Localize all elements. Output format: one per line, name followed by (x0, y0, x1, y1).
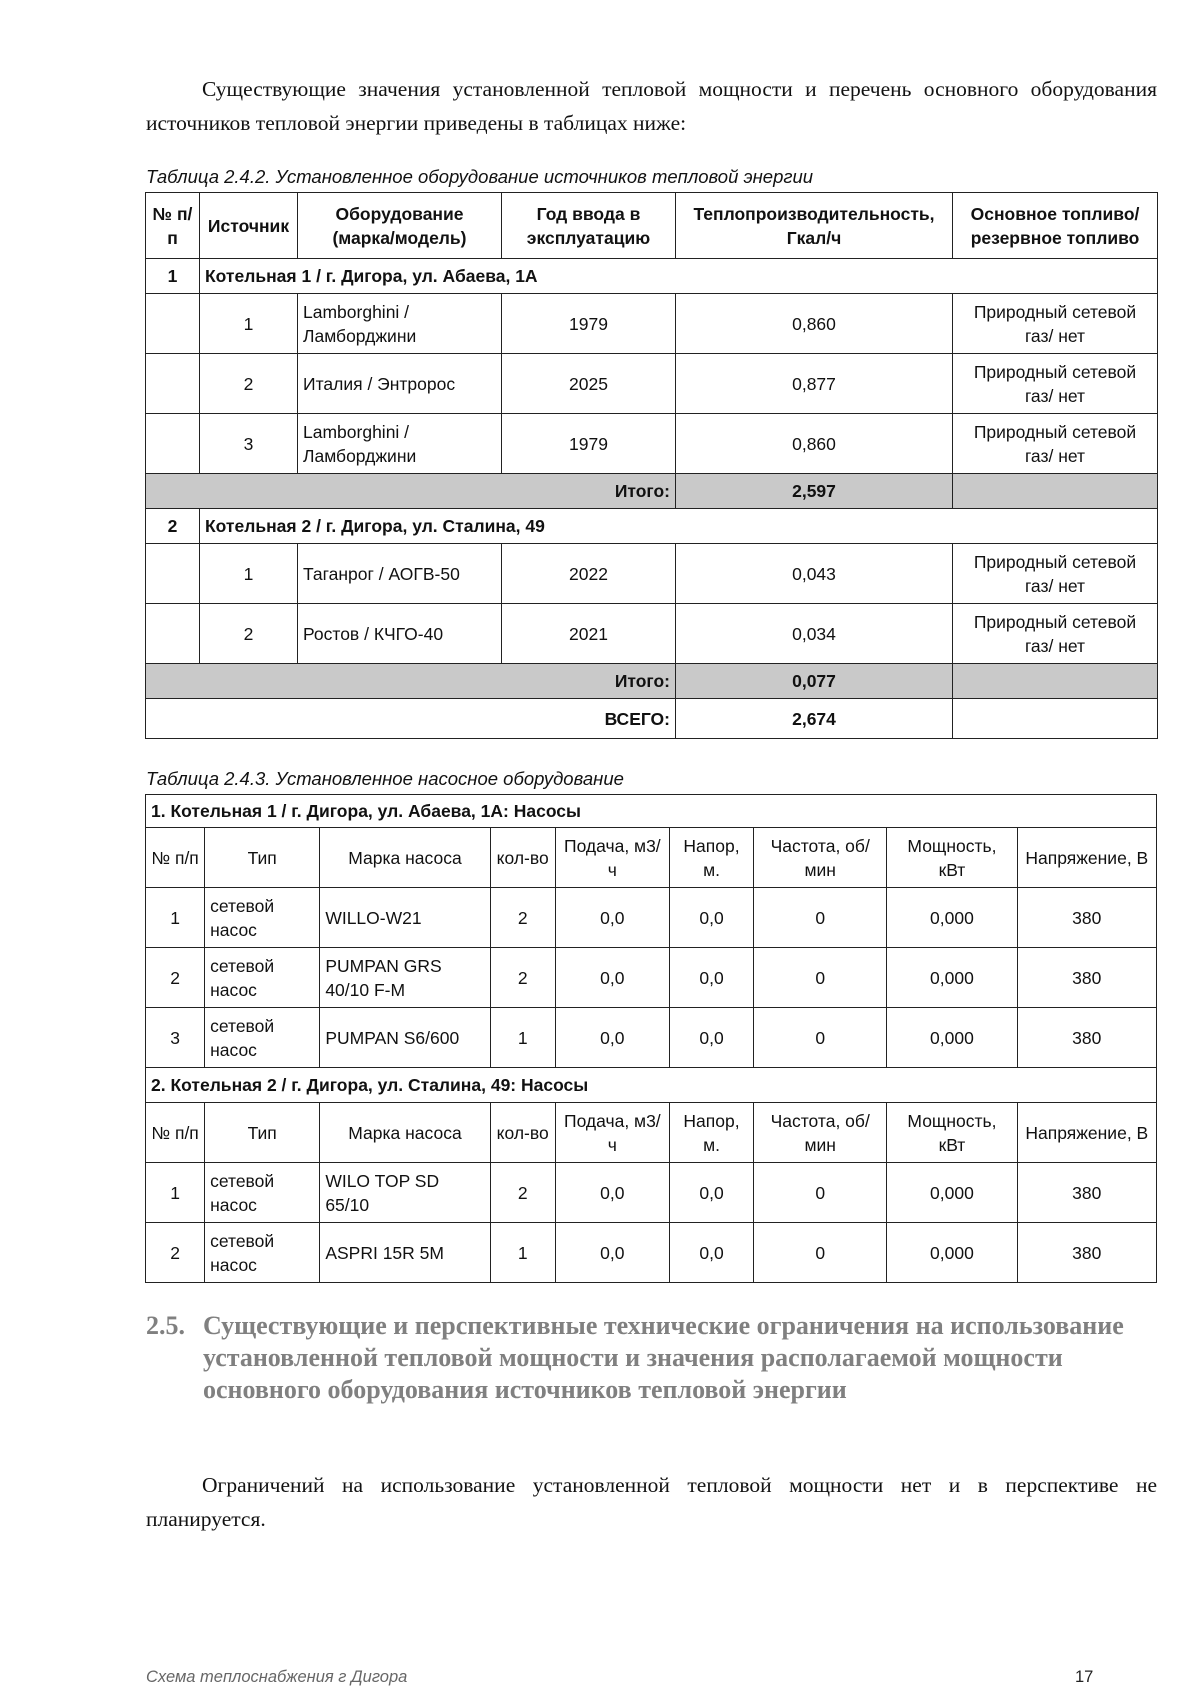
pump-flow: 0,0 (555, 1008, 669, 1068)
pump-qty: 1 (490, 1008, 555, 1068)
pump-qty: 2 (490, 1163, 555, 1223)
group-number: 2 (146, 509, 200, 544)
empty-cell (146, 414, 200, 474)
source-group-row (146, 509, 1158, 544)
pump-frequency: 0 (754, 1163, 887, 1223)
pump-head: 0,0 (669, 888, 753, 948)
empty-cell (953, 474, 1158, 509)
pump-group-title: 1. Котельная 1 / г. Дигора, ул. Абаева, 1А: Насосы (146, 795, 1157, 828)
column-header: Марка насоса (320, 1103, 490, 1163)
capacity-cell: 0,877 (676, 354, 953, 414)
pump-flow: 0,0 (555, 948, 669, 1008)
group-title: Котельная 1 / г. Дигора, ул. Абаева, 1А (200, 259, 1158, 294)
grand-total-value: 2,674 (676, 699, 953, 739)
column-header: кол-во (490, 1103, 555, 1163)
capacity-cell: 0,043 (676, 544, 953, 604)
table-row (146, 1008, 1157, 1068)
pump-voltage: 380 (1017, 888, 1156, 948)
pump-qty: 1 (490, 1223, 555, 1283)
row-index: 3 (200, 414, 298, 474)
table2-caption: Таблица 2.4.3. Установленное насосное оборудование (146, 768, 624, 789)
pump-group-title: 2. Котельная 2 / г. Дигора, ул. Сталина, 49: Насосы (146, 1068, 1157, 1103)
capacity-cell: 0,034 (676, 604, 953, 664)
pump-qty: 2 (490, 948, 555, 1008)
pump-type: сетевой насос (205, 1008, 320, 1068)
pump-header-row (146, 828, 1157, 888)
column-header: кол-во (490, 828, 555, 888)
column-header: № п/п (146, 193, 200, 259)
pump-head: 0,0 (669, 1163, 753, 1223)
empty-cell (146, 544, 200, 604)
column-header: Оборудование (марка/модель) (298, 193, 502, 259)
column-header: Мощность, кВт (887, 1103, 1017, 1163)
pump-brand: PUMPAN S6/600 (320, 1008, 490, 1068)
pump-frequency: 0 (754, 888, 887, 948)
table-row (146, 294, 1158, 354)
empty-cell (953, 664, 1158, 699)
column-header: № п/п (146, 828, 205, 888)
table1-caption: Таблица 2.4.2. Установленное оборудование источников тепловой энергии (146, 166, 814, 187)
pump-type: сетевой насос (205, 1163, 320, 1223)
column-header: Подача, м3/ч (555, 1103, 669, 1163)
pump-voltage: 380 (1017, 1008, 1156, 1068)
column-header: Тип (205, 1103, 320, 1163)
table-row (146, 1163, 1157, 1223)
pump-head: 0,0 (669, 1223, 753, 1283)
fuel-cell: Природный сетевой газ/ нет (953, 414, 1158, 474)
year-cell: 2022 (502, 544, 676, 604)
equipment-table (145, 192, 1158, 739)
pump-voltage: 380 (1017, 1223, 1156, 1283)
table-row (146, 948, 1157, 1008)
pump-type: сетевой насос (205, 948, 320, 1008)
pump-head: 0,0 (669, 948, 753, 1008)
equipment-cell: Lamborghini / Ламборджини (298, 414, 502, 474)
empty-cell (146, 604, 200, 664)
pump-num: 2 (146, 948, 205, 1008)
column-header: Напряжение, В (1017, 1103, 1156, 1163)
pump-power: 0,000 (887, 888, 1017, 948)
pump-num: 1 (146, 888, 205, 948)
pump-type: сетевой насос (205, 888, 320, 948)
equipment-cell: Lamborghini / Ламборджини (298, 294, 502, 354)
section-title: Существующие и перспективные технические ограничения на использование установленной тепловой мощности и значения располагаемой мощности основного оборудования источников тепловой энергии (203, 1311, 1124, 1404)
pump-flow: 0,0 (555, 1163, 669, 1223)
subtotal-label: Итого: (146, 474, 676, 509)
pump-power: 0,000 (887, 1223, 1017, 1283)
intro-paragraph: Существующие значения установленной тепловой мощности и перечень основного оборудования источников тепловой энергии приведены в таблицах ниже: (146, 77, 1157, 135)
column-header: Частота, об/мин (754, 828, 887, 888)
pump-header-row (146, 1103, 1157, 1163)
year-cell: 2021 (502, 604, 676, 664)
subtotal-row (146, 664, 1158, 699)
pump-frequency: 0 (754, 1008, 887, 1068)
pump-frequency: 0 (754, 948, 887, 1008)
column-header: Напор, м. (669, 1103, 753, 1163)
empty-cell (146, 294, 200, 354)
year-cell: 2025 (502, 354, 676, 414)
section-heading (146, 1310, 1157, 1406)
capacity-cell: 0,860 (676, 414, 953, 474)
column-header: Мощность, кВт (887, 828, 1017, 888)
pump-brand: WILO TOP SD 65/10 (320, 1163, 490, 1223)
row-index: 1 (200, 294, 298, 354)
table-row (146, 1223, 1157, 1283)
pump-group-row (146, 795, 1157, 828)
row-index: 2 (200, 354, 298, 414)
subtotal-value: 0,077 (676, 664, 953, 699)
pump-num: 1 (146, 1163, 205, 1223)
capacity-cell: 0,860 (676, 294, 953, 354)
pump-power: 0,000 (887, 948, 1017, 1008)
subtotal-label: Итого: (146, 664, 676, 699)
column-header: Частота, об/мин (754, 1103, 887, 1163)
pump-group-row (146, 1068, 1157, 1103)
table-row (146, 604, 1158, 664)
column-header: № п/п (146, 1103, 205, 1163)
page-number: 17 (1075, 1668, 1094, 1686)
pump-qty: 2 (490, 888, 555, 948)
table-row (146, 354, 1158, 414)
column-header: Источник (200, 193, 298, 259)
fuel-cell: Природный сетевой газ/ нет (953, 604, 1158, 664)
year-cell: 1979 (502, 414, 676, 474)
fuel-cell: Природный сетевой газ/ нет (953, 544, 1158, 604)
column-header: Основное топливо/ резервное топливо (953, 193, 1158, 259)
subtotal-value: 2,597 (676, 474, 953, 509)
subtotal-row (146, 474, 1158, 509)
pump-type: сетевой насос (205, 1223, 320, 1283)
section-number: 2.5. (146, 1311, 185, 1340)
empty-cell (953, 699, 1158, 739)
footer-document-title: Схема теплоснабжения г Дигора (146, 1668, 408, 1686)
row-index: 2 (200, 604, 298, 664)
fuel-cell: Природный сетевой газ/ нет (953, 294, 1158, 354)
pump-flow: 0,0 (555, 888, 669, 948)
grand-total-row (146, 699, 1158, 739)
row-index: 1 (200, 544, 298, 604)
pump-flow: 0,0 (555, 1223, 669, 1283)
pump-power: 0,000 (887, 1008, 1017, 1068)
equipment-cell: Таганрог / АОГВ-50 (298, 544, 502, 604)
column-header: Напор, м. (669, 828, 753, 888)
equipment-cell: Ростов / КЧГО-40 (298, 604, 502, 664)
fuel-cell: Природный сетевой газ/ нет (953, 354, 1158, 414)
column-header: Напряжение, В (1017, 828, 1156, 888)
year-cell: 1979 (502, 294, 676, 354)
pump-brand: WILLO-W21 (320, 888, 490, 948)
pump-brand: PUMPAN GRS 40/10 F-M (320, 948, 490, 1008)
column-header: Тип (205, 828, 320, 888)
pump-voltage: 380 (1017, 948, 1156, 1008)
pump-num: 3 (146, 1008, 205, 1068)
grand-total-label: ВСЕГО: (146, 699, 676, 739)
column-header: Год ввода в эксплуатацию (502, 193, 676, 259)
pump-num: 2 (146, 1223, 205, 1283)
group-title: Котельная 2 / г. Дигора, ул. Сталина, 49 (200, 509, 1158, 544)
empty-cell (146, 354, 200, 414)
table-row (146, 888, 1157, 948)
column-header: Марка насоса (320, 828, 490, 888)
column-header: Теплопроизводительность, Гкал/ч (676, 193, 953, 259)
conclusion-paragraph: Ограничений на использование установленной тепловой мощности нет и в перспективе не планируется. (146, 1473, 1157, 1531)
column-header: Подача, м3/ч (555, 828, 669, 888)
pumps-table (145, 794, 1157, 1283)
pump-power: 0,000 (887, 1163, 1017, 1223)
pump-voltage: 380 (1017, 1163, 1156, 1223)
pump-brand: ASPRI 15R 5M (320, 1223, 490, 1283)
table-row (146, 414, 1158, 474)
pump-frequency: 0 (754, 1223, 887, 1283)
source-group-row (146, 259, 1158, 294)
group-number: 1 (146, 259, 200, 294)
equipment-cell: Италия / Энтророс (298, 354, 502, 414)
table-row (146, 544, 1158, 604)
pump-head: 0,0 (669, 1008, 753, 1068)
